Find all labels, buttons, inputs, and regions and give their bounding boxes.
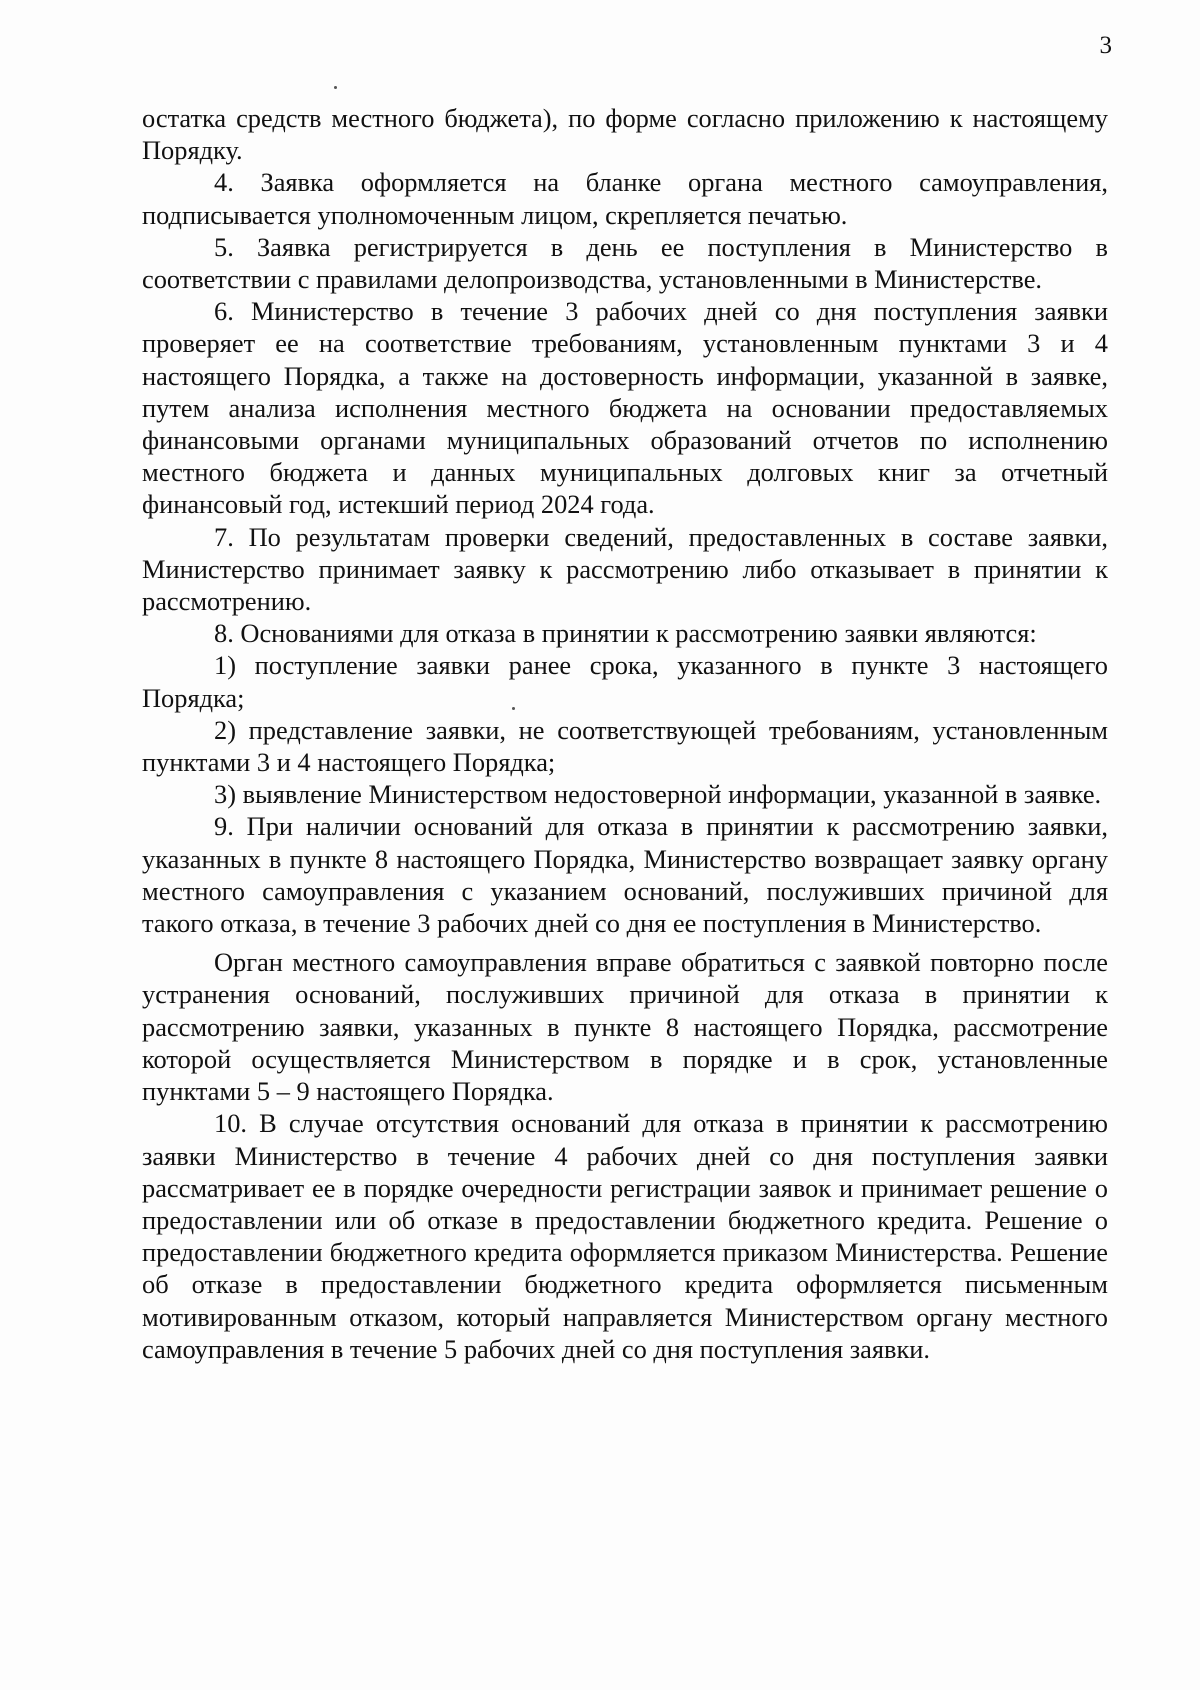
paragraph-item-6: 6. Министерство в течение 3 рабочих дней со дня поступления заявки проверяет ее на соответствие требованиям, установленным пунктами 3 и 4 настоящего Порядка, а также на достоверность информации, указанной в заявке, путем анализа исполнения местного бюджета на основании предоставляемых финансовыми органами муниципальных образований отчетов по исполнению местного бюджета и данных муниципальных долговых книг за отчетный финансовый год, истекший период 2024 года.	[142, 296, 1108, 520]
paragraph-item-5: 5. Заявка регистрируется в день ее поступления в Министерство в соответствии с правилами делопроизводства, установленными в Министерстве.	[142, 231, 1108, 295]
document-body	[142, 102, 1108, 1365]
paragraph-resubmission: Орган местного самоуправления вправе обратиться с заявкой повторно после устранения оснований, послуживших причиной для отказа в принятии к рассмотрению заявки, указанных в пункте 8 настоящего Порядка, рассмотрение которой осуществляется Министерством в порядке и в срок, установленные пунктами 5 – 9 настоящего Порядка.	[142, 947, 1108, 1107]
paragraph-subitem-3: 3) выявление Министерством недостоверной информации, указанной в заявке.	[214, 779, 1102, 810]
paragraph-continuation: остатка средств местного бюджета), по форме согласно приложению к настоящему Порядку.	[142, 103, 1108, 166]
paragraph-item-9: 9. При наличии оснований для отказа в принятии к рассмотрению заявки, указанных в пункте 8 настоящего Порядка, Министерство возвращает заявку органу местного самоуправления с указанием оснований, послуживших причиной для такого отказа, в течение 3 рабочих дней со дня ее поступления в Министерство.	[142, 811, 1108, 939]
paragraph-item-10: 10. В случае отсутствия оснований для отказа в принятии к рассмотрению заявки Министерство в течение 4 рабочих дней со дня поступления заявки рассматривает ее в порядке очередности регистрации заявок и принимает решение о предоставлении или об отказе в предоставлении бюджетного кредита. Решение о предоставлении бюджетного кредита оформляется приказом Министерства. Решение об отказе в предоставлении бюджетного кредита оформляется письменным мотивированным отказом, который направляется Министерством органу местного самоуправления в течение 5 рабочих дней со дня поступления заявки.	[142, 1108, 1108, 1364]
paragraph-subitem-1: 1) поступление заявки ранее срока, указанного в пункте 3 настоящего Порядка;	[142, 650, 1108, 713]
scan-speck	[334, 86, 337, 89]
page-number: 3	[1099, 32, 1112, 59]
paragraph-item-4: 4. Заявка оформляется на бланке органа местного самоуправления, подписывается уполномоченным лицом, скрепляется печатью.	[142, 167, 1108, 230]
paragraph-subitem-2: 2) представление заявки, не соответствующей требованиям, установленным пунктами 3 и 4 настоящего Порядка;	[142, 714, 1108, 778]
paragraph-item-7: 7. По результатам проверки сведений, предоставленных в составе заявки, Министерство принимает заявку к рассмотрению либо отказывает в принятии к рассмотрению.	[142, 521, 1108, 617]
paragraph-item-8: 8. Основаниями для отказа в принятии к рассмотрению заявки являются:	[214, 618, 1037, 649]
